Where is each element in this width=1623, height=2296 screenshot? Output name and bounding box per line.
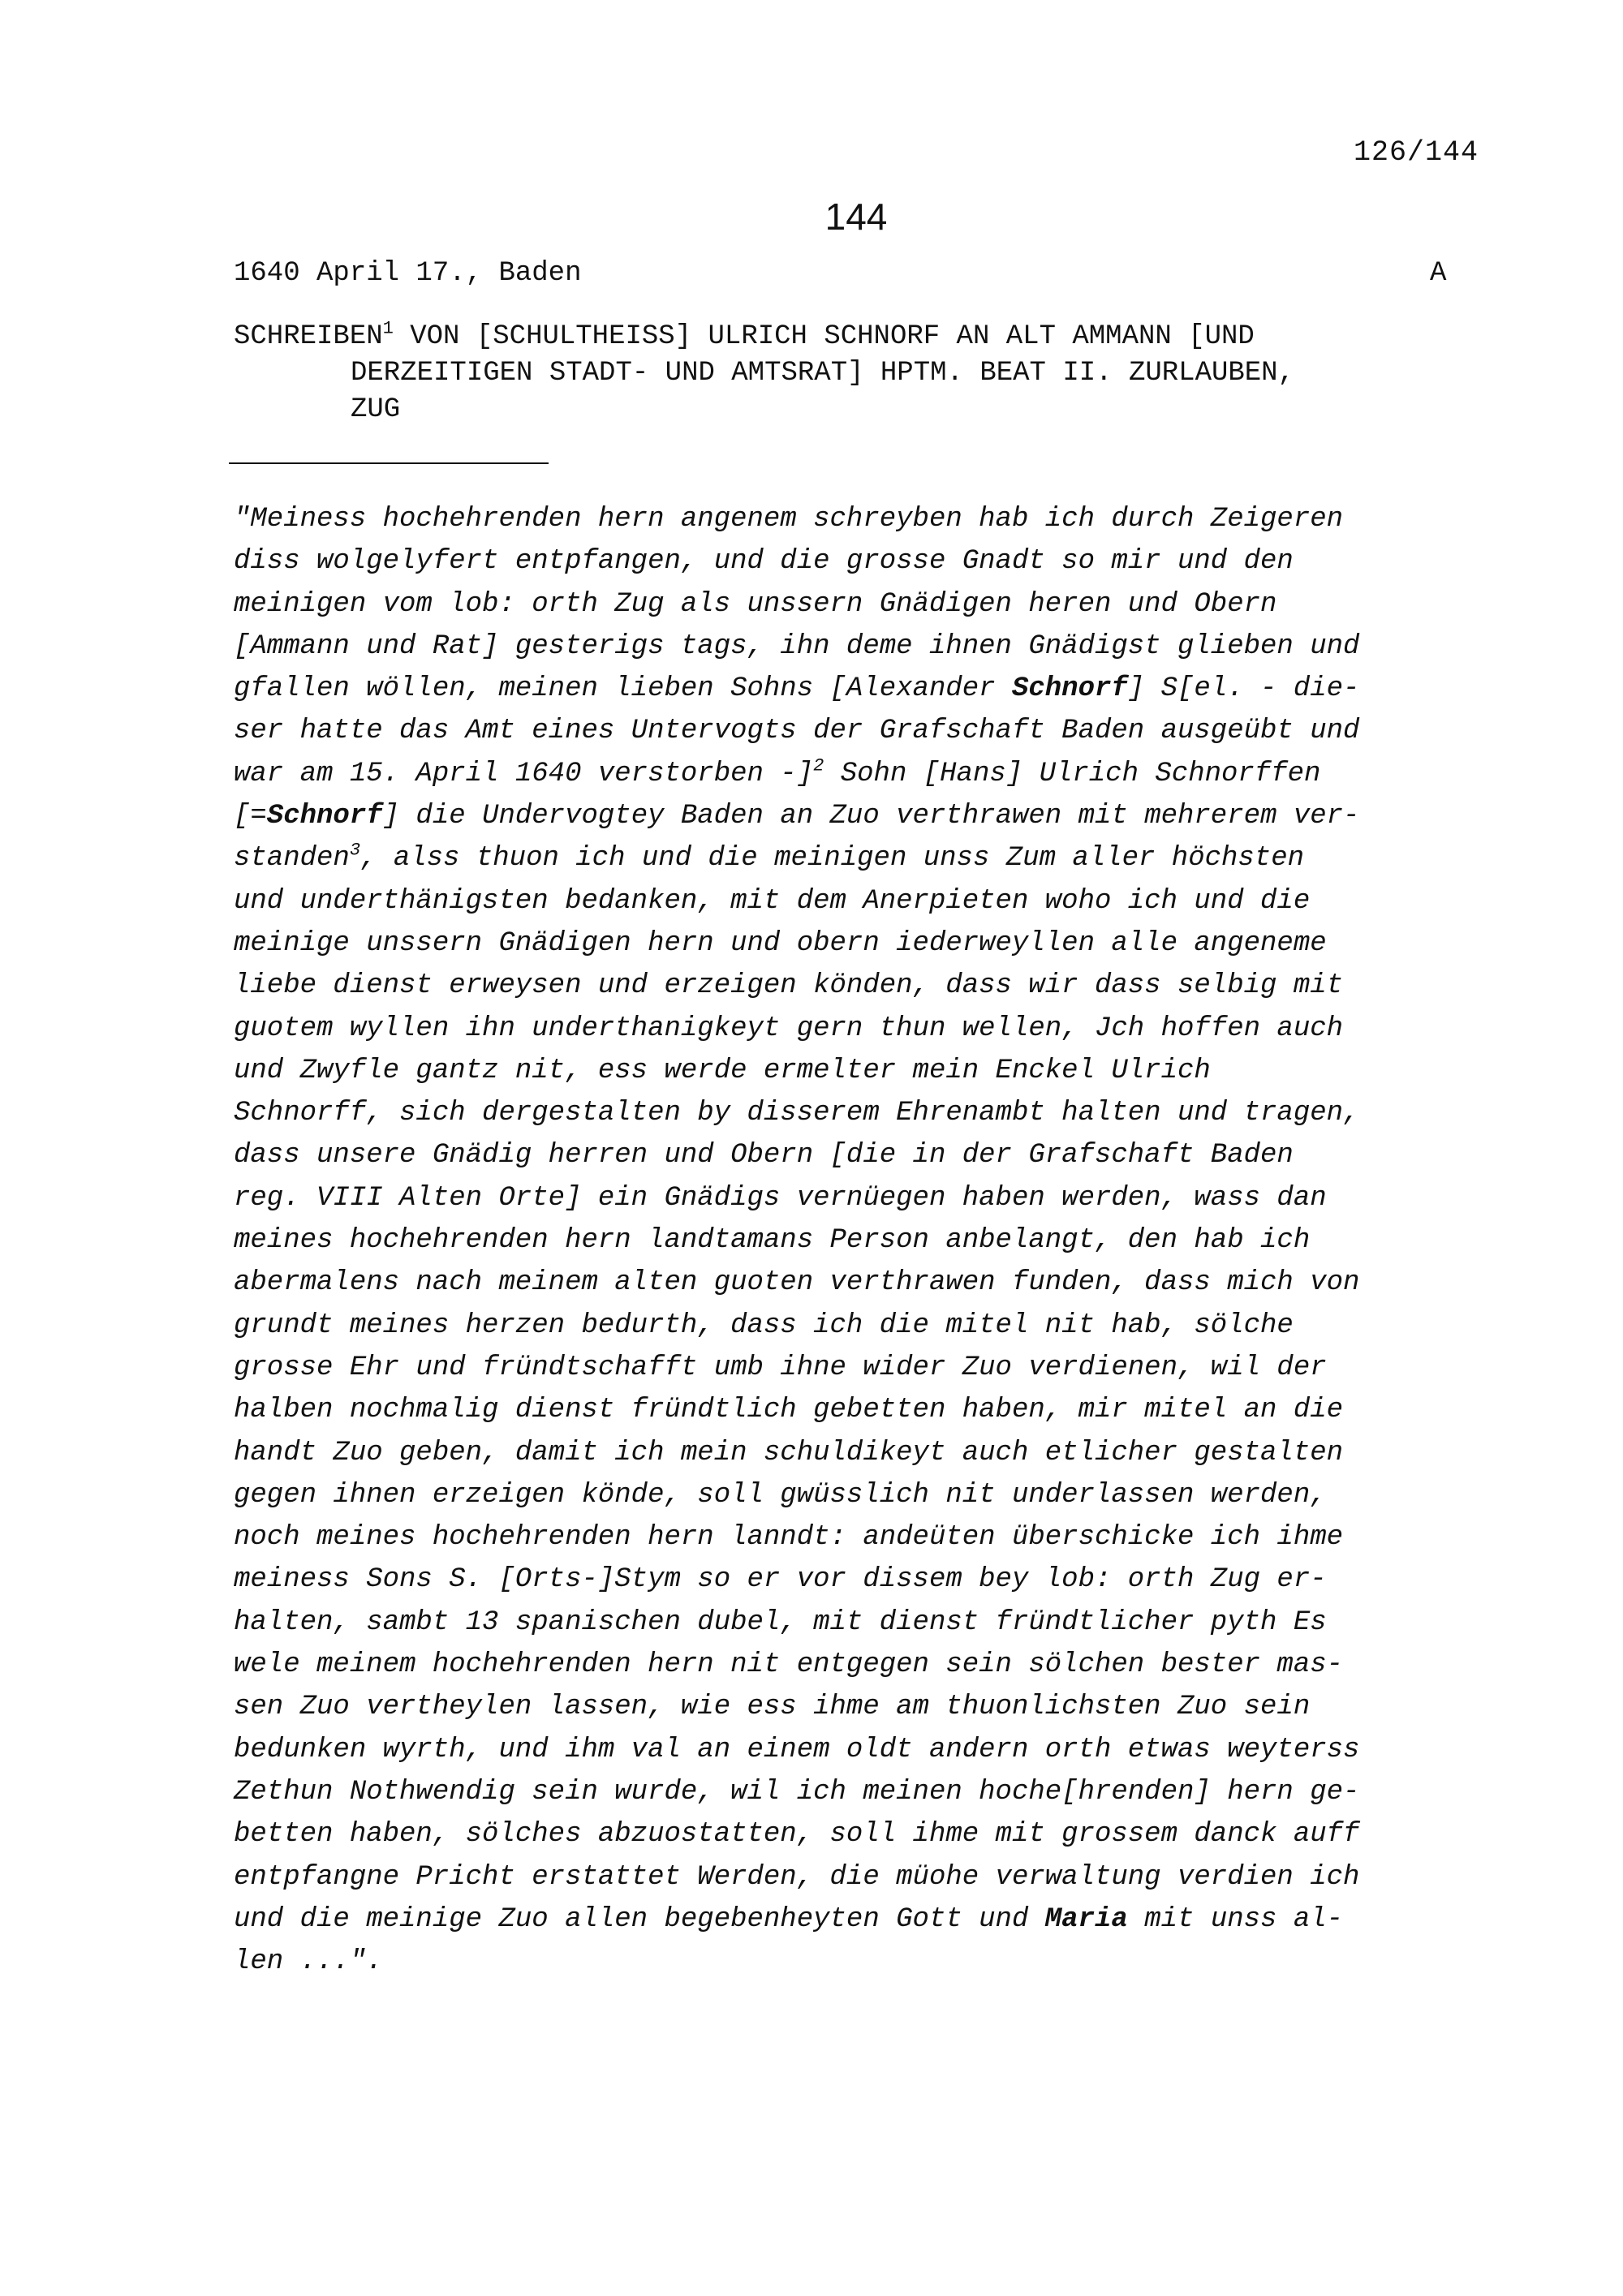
text-line: reg. VIII Alten Orte] ein Gnädigs vernüegen haben werden, wass dan: [234, 1182, 1327, 1214]
bold-name: Maria: [1044, 1903, 1128, 1935]
text-line: diss wolgelyfert entpfangen, und die grosse Gnadt so mir und den: [234, 546, 1294, 578]
heading-line: DERZEITIGEN STADT- UND AMTSRAT] HPTM. BEAT II. ZURLAUBEN,: [351, 358, 1294, 389]
document-heading: [234, 319, 1483, 428]
heading-line: ZUG: [351, 394, 401, 425]
text-line: dass unsere Gnädig herren und Obern [die in der Grafschaft Baden: [234, 1140, 1294, 1172]
text-line: und underthänigsten bedanken, mit dem Anerpieten woho ich und die: [234, 885, 1311, 917]
text-line: meiness Sons S. [Orts-]Stym so er vor dissem bey lob: orth Zug er-: [234, 1564, 1327, 1596]
text-segment: ] S[el. - die-: [1127, 673, 1360, 705]
text-segment: und die meinige Zuo allen begebenheyten Gott und: [234, 1903, 1045, 1935]
letter-text: [234, 498, 1500, 1983]
heading-line: [234, 319, 1483, 355]
text-segment: Sohn [Hans] Ulrich Schnorffen: [824, 758, 1321, 789]
text-line: [234, 795, 1500, 837]
separator-rule: [229, 462, 549, 464]
text-line: und Zwyfle gantz nit, ess werde ermelter mein Enckel Ulrich: [234, 1055, 1211, 1086]
text-line: [Ammann und Rat] gesterigs tags, ihn deme ihnen Gnädigst glieben und: [234, 630, 1360, 662]
text-line: ser hatte das Amt eines Untervogts der Grafschaft Baden ausgeübt und: [234, 716, 1360, 747]
text-segment: standen: [234, 843, 350, 875]
bold-name: Schnorf: [266, 801, 383, 832]
text-line: "Meiness hochehrenden hern angenem schreyben hab ich durch Zeigeren: [234, 504, 1344, 535]
text-line: meines hochehrenden hern landtamans Person anbelangt, den hab ich: [234, 1225, 1311, 1257]
text-line: [234, 668, 1500, 710]
page-counter: 126/144: [1353, 136, 1479, 169]
text-line: sen Zuo vertheylen lassen, wie ess ihme am thuonlichsten Zuo sein: [234, 1692, 1311, 1723]
text-line: meinige unssern Gnädigen hern und obern iederweyllen alle angeneme: [234, 927, 1327, 959]
text-line: abermalens nach meinem alten guoten verthrawen funden, dass mich von: [234, 1267, 1360, 1299]
bold-name: Schnorf: [1011, 673, 1128, 705]
text-line: grundt meines herzen bedurth, dass ich die mitel nit hab, sölche: [234, 1309, 1294, 1341]
text-line: handt Zuo geben, damit ich mein schuldikeyt auch etlicher gestalten: [234, 1437, 1344, 1468]
text-line: halben nochmalig dienst fründtlich gebetten haben, mir mitel an die: [234, 1395, 1344, 1426]
heading-text: SCHREIBEN: [234, 321, 383, 352]
text-segment: gfallen wöllen, meinen lieben Sohns [Alexander: [234, 673, 1012, 705]
text-line: wele meinem hochehrenden hern nit entgegen sein sölchen bester mas-: [234, 1649, 1344, 1681]
text-segment: [=: [234, 801, 267, 832]
heading-text: VON [SCHULTHEISS] ULRICH SCHNORF AN ALT AMMANN [UND: [393, 321, 1255, 352]
text-line: len ...".: [234, 1946, 383, 1978]
text-line: entpfangne Pricht erstattet Werden, die müohe verwaltung verdien ich: [234, 1861, 1360, 1893]
text-line: bedunken wyrth, und ihm val an einem oldt andern orth etwas weyterss: [234, 1734, 1360, 1765]
version-letter: A: [1430, 258, 1447, 289]
text-line: [234, 1898, 1500, 1941]
text-line: grosse Ehr und fründtschafft umb ihne wider Zuo verdienen, wil der: [234, 1352, 1327, 1383]
text-segment: , alss thuon ich und die meinigen unss Zum aller höchsten: [360, 843, 1305, 875]
text-line: gegen ihnen erzeigen könde, soll gwüsslich nit underlassen werden,: [234, 1479, 1327, 1511]
text-line: noch meines hochehrenden hern lanndt: andeüten überschicke ich ihme: [234, 1522, 1344, 1554]
date-place: 1640 April 17., Baden: [234, 258, 582, 289]
text-line: [234, 753, 1500, 795]
text-line: betten haben, sölches abzuostatten, soll ihme mit grossem danck auff: [234, 1819, 1360, 1851]
text-segment: mit unss al-: [1127, 1903, 1344, 1935]
document-number: 144: [824, 196, 888, 238]
footnote-mark: 3: [349, 841, 361, 862]
text-line: Schnorff, sich dergestalten by disserem Ehrenambt halten und tragen,: [234, 1098, 1360, 1129]
text-line: meinigen vom lob: orth Zug als unssern Gnädigen heren und Obern: [234, 588, 1277, 620]
text-segment: ] die Undervogtey Baden an Zuo verthrawen mit mehrerem ver-: [382, 801, 1360, 832]
footnote-mark: 2: [813, 755, 824, 776]
text-segment: war am 15. April 1640 verstorben -]: [234, 758, 814, 789]
footnote-mark: 1: [382, 318, 394, 339]
text-line: Zethun Nothwendig sein wurde, wil ich meinen hoche[hrenden] hern ge-: [234, 1776, 1360, 1808]
text-line: liebe dienst erweysen und erzeigen könden, dass wir dass selbig mit: [234, 970, 1344, 1002]
text-line: [234, 837, 1500, 879]
text-line: guotem wyllen ihn underthanigkeyt gern thun wellen, Jch hoffen auch: [234, 1013, 1344, 1044]
text-line: halten, sambt 13 spanischen dubel, mit dienst fründtlicher pyth Es: [234, 1606, 1327, 1638]
